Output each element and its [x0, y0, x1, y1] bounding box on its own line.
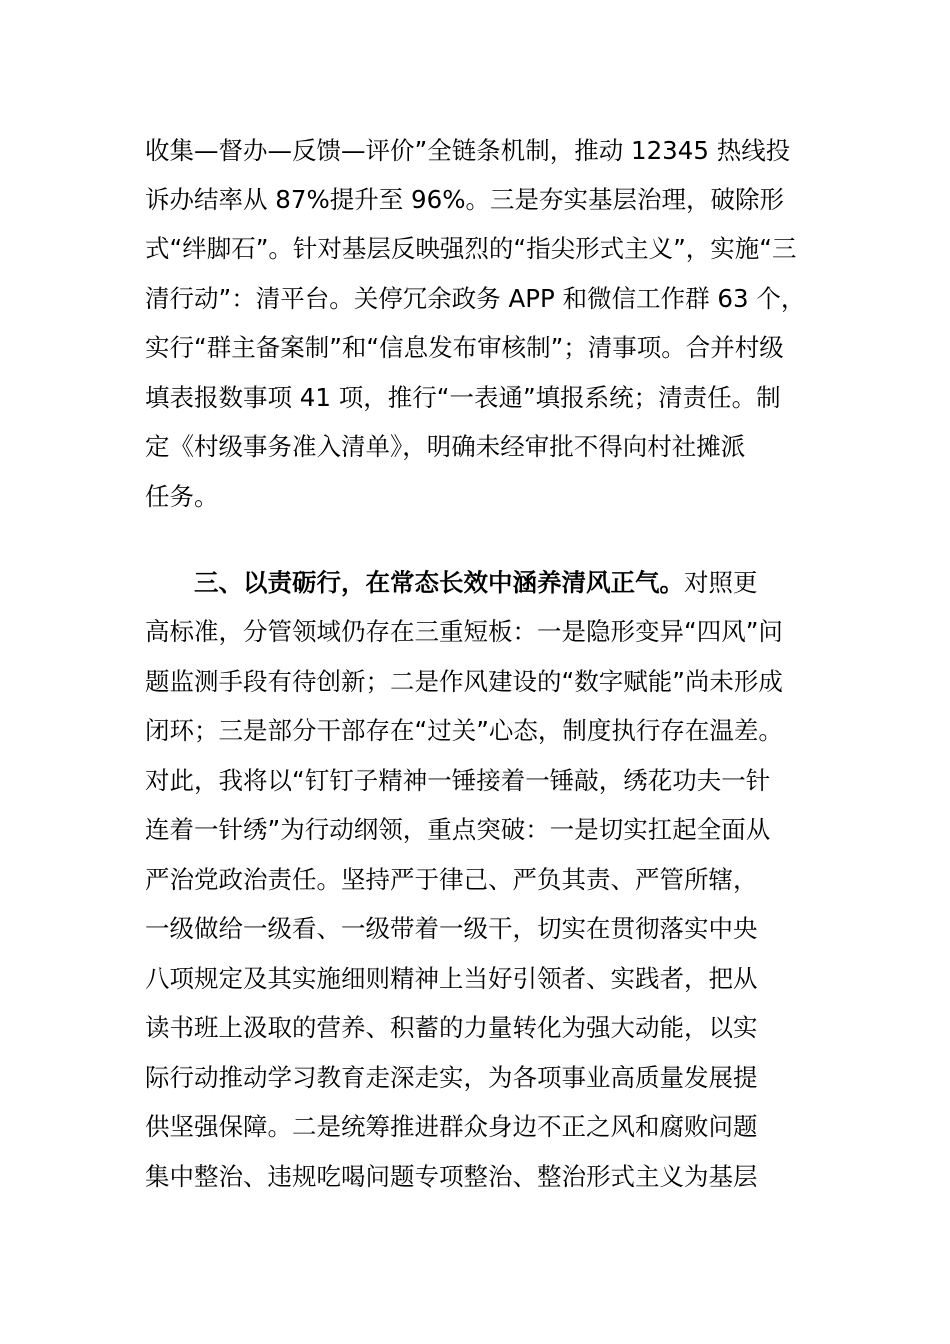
section-3-first-line-tail: 对照更 — [684, 568, 758, 597]
paragraph-line: 对此，我将以“钉钉子精神一锤接着一锤敲，绣花功夫一针 — [145, 766, 771, 795]
paragraph-line: 一级做给一级看、一级带着一级干，切实在贯彻落实中央 — [145, 914, 758, 943]
paragraph-line: 八项规定及其实施细则精神上当好引领者、实践者，把从 — [145, 964, 758, 993]
paragraph-line: 实行“群主备案制”和“信息发布审核制”；清事项。合并村级 — [145, 333, 784, 362]
paragraph-line: 际行动推动学习教育走深走实，为各项事业高质量发展提 — [145, 1063, 758, 1092]
paragraph-line: 高标准，分管领域仍存在三重短板：一是隐形变异“四风”问 — [145, 617, 783, 646]
paragraph-line: 诉办结率从 87%提升至 96%。三是夯实基层治理，破除形 — [145, 185, 784, 214]
paragraph-line: 填表报数事项 41 项，推行“一表通”填报系统；清责任。制 — [145, 383, 781, 412]
paragraph-line: 连着一针绣”为行动纲领，重点突破：一是切实扛起全面从 — [145, 815, 771, 844]
paragraph-line: 清行动”：清平台。关停冗余政务 APP 和微信工作群 63 个， — [145, 284, 806, 313]
paragraph-line: 供坚强保障。二是统筹推进群众身边不正之风和腐败问题 — [145, 1112, 758, 1141]
paragraph-line: 闭环；三是部分干部存在“过关”心态，制度执行存在温差。 — [145, 716, 783, 745]
paragraph-line: 集中整治、违规吃喝问题专项整治、整治形式主义为基层 — [145, 1162, 758, 1191]
paragraph-line: 式“绊脚石”。针对基层反映强烈的“指尖形式主义”，实施“三 — [145, 234, 797, 263]
paragraph-line: 收集—督办—反馈—评价”全链条机制，推动 12345 热线投 — [145, 136, 791, 165]
section-3-first-line — [194, 565, 758, 601]
section-3-heading: 三、以责砺行，在常态长效中涵养清风正气。 — [194, 568, 684, 597]
paragraph-line: 任务。 — [145, 482, 219, 511]
paragraph-line: 读书班上汲取的营养、积蓄的力量转化为强大动能，以实 — [145, 1013, 758, 1042]
paragraph-line: 严治党政治责任。坚持严于律己、严负其责、严管所辖， — [145, 865, 758, 894]
paragraph-line: 定《村级事务准入清单》，明确未经审批不得向村社摊派 — [145, 432, 746, 461]
paragraph-line: 题监测手段有待创新；二是作风建设的“数字赋能”尚未形成 — [145, 667, 783, 696]
